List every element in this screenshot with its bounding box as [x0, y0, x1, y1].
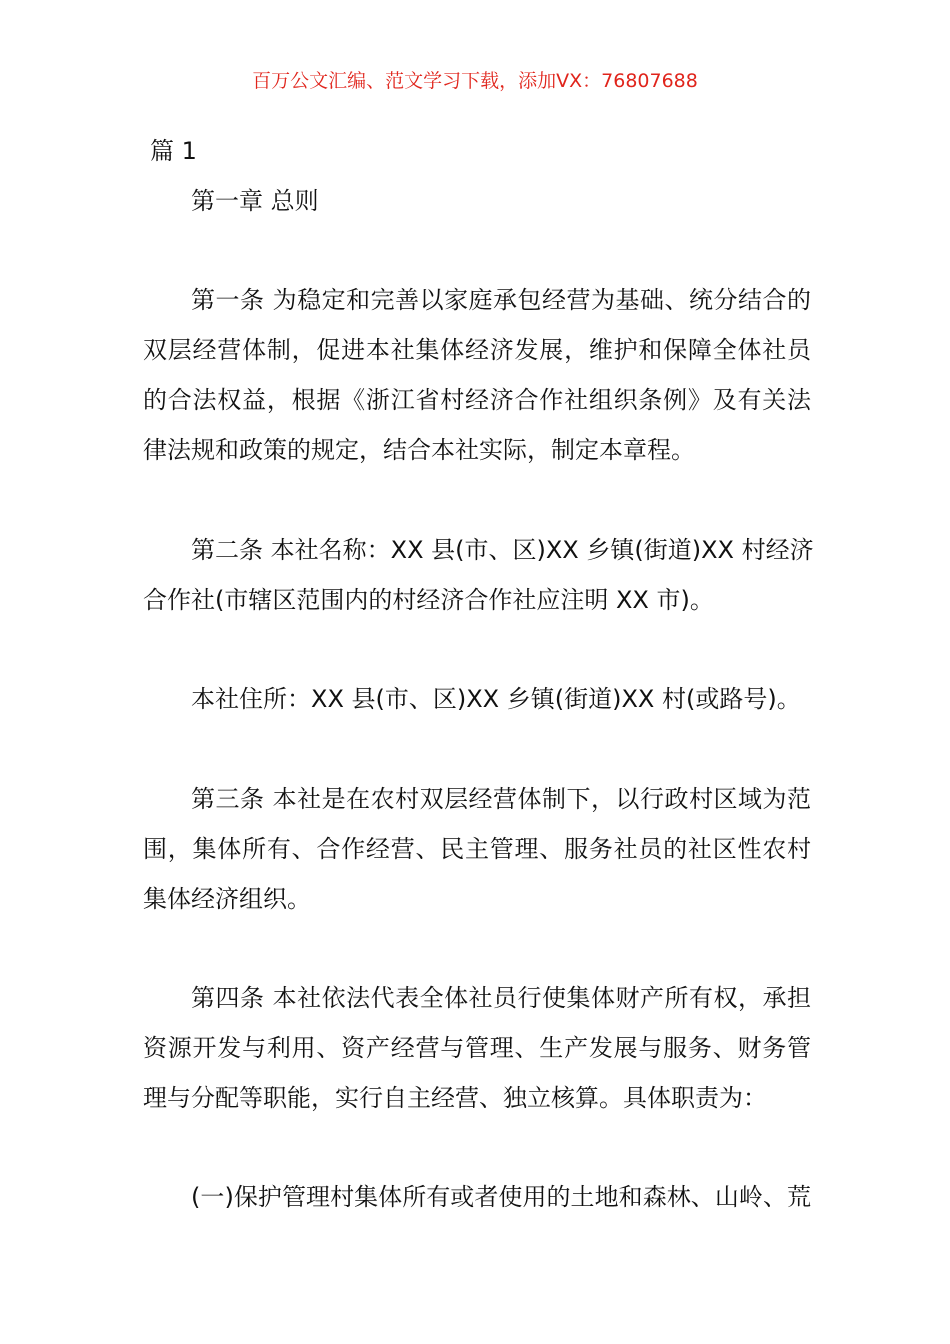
- paragraph-line: 资源开发与利用、资产经营与管理、生产发展与服务、财务管: [143, 1034, 811, 1062]
- duty-item-1-paragraph: [143, 1172, 811, 1222]
- address-paragraph: [143, 674, 811, 724]
- section-label: 篇 1: [150, 137, 197, 165]
- paragraph-line: (一)保护管理村集体所有或者使用的土地和森林、山岭、荒: [191, 1183, 811, 1211]
- paragraph-line: 本社住所：XX 县(市、区)XX 乡镇(街道)XX 村(或路号)。: [191, 685, 801, 713]
- article-3-paragraph: [143, 774, 811, 924]
- paragraph-line: 的合法权益，根据《浙江省村经济合作社组织条例》及有关法: [143, 386, 811, 414]
- article-1-paragraph: [143, 275, 811, 475]
- paragraph-line: 合作社(市辖区范围内的村经济合作社应注明 XX 市)。: [143, 586, 714, 614]
- chapter-title: 第一章 总则: [191, 187, 319, 215]
- paragraph-line: 集体经济组织。: [143, 885, 311, 913]
- paragraph-line: 第二条 本社名称：XX 县(市、区)XX 乡镇(街道)XX 村经济: [191, 536, 814, 564]
- article-4-paragraph: [143, 973, 811, 1123]
- paragraph-line: 律法规和政策的规定，结合本社实际，制定本章程。: [143, 436, 695, 464]
- paragraph-line: 第四条 本社依法代表全体社员行使集体财产所有权，承担: [191, 984, 811, 1012]
- article-2-paragraph: [143, 525, 814, 625]
- paragraph-line: 第三条 本社是在农村双层经营体制下，以行政村区域为范: [191, 785, 811, 813]
- paragraph-line: 理与分配等职能，实行自主经营、独立核算。具体职责为：: [143, 1084, 767, 1112]
- watermark-header: 百万公文汇编、范文学习下载，添加VX：76807688: [252, 70, 698, 92]
- paragraph-line: 围，集体所有、合作经营、民主管理、服务社员的社区性农村: [143, 835, 811, 863]
- paragraph-line: 双层经营体制，促进本社集体经济发展，维护和保障全体社员: [143, 336, 811, 364]
- paragraph-line: 第一条 为稳定和完善以家庭承包经营为基础、统分结合的: [191, 286, 811, 314]
